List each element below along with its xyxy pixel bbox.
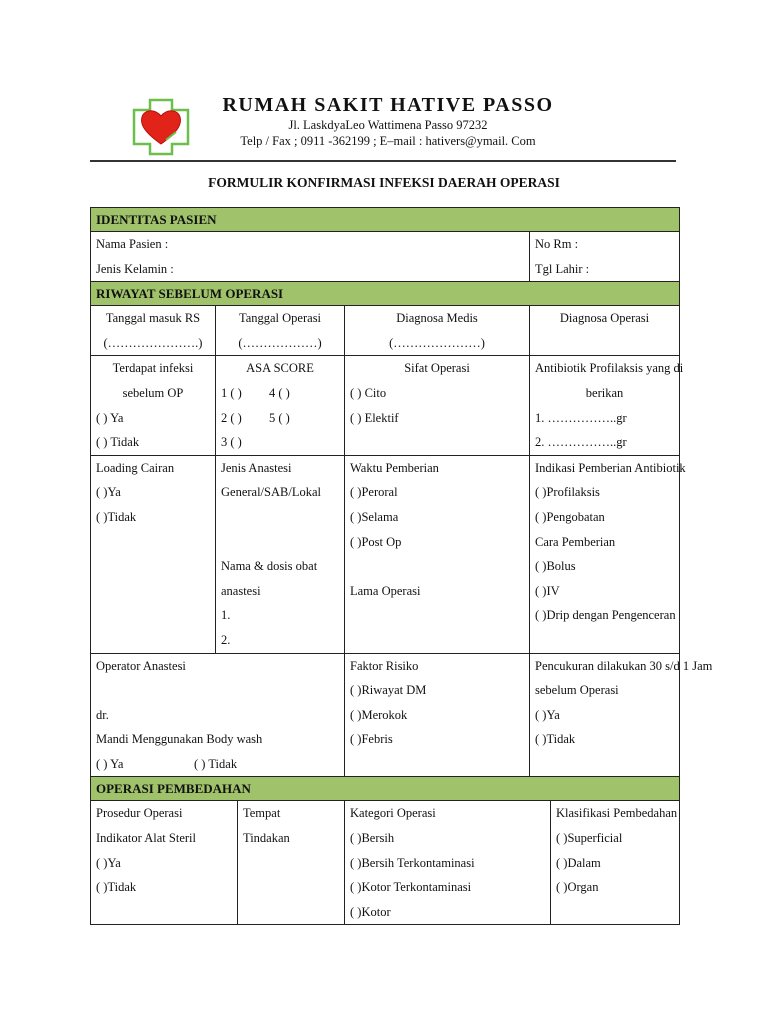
- table-row: [91, 356, 680, 455]
- shaving-yes-checkbox[interactable]: ( )Ya: [535, 707, 560, 722]
- risk-factor-label: Faktor Risiko: [350, 658, 419, 673]
- anesthesia-type-label: Jenis Anastesi: [221, 460, 292, 475]
- fluid-loading-no-checkbox[interactable]: ( )Tidak: [96, 509, 137, 524]
- medical-diagnosis-cell[interactable]: [345, 306, 530, 356]
- procedure-location-label-2: Tindakan: [243, 831, 290, 846]
- antibiotic-dose-2-field[interactable]: 2. ……………..gr: [535, 435, 627, 450]
- dirty-contaminated-checkbox[interactable]: ( )Kotor Terkontaminasi: [350, 880, 472, 895]
- procedure-location-cell[interactable]: [238, 801, 345, 925]
- administration-method-label: Cara Pemberian: [535, 534, 616, 549]
- risk-factor-cell: [345, 653, 530, 777]
- prophylaxis-checkbox[interactable]: ( )Profilaksis: [535, 485, 600, 500]
- hospital-address: Jl. LaskdyaLeo Wattimena Passo 97232: [288, 118, 488, 132]
- asa-2-checkbox[interactable]: 2 ( ): [221, 410, 242, 425]
- antibiotic-indication-cell: [530, 455, 686, 653]
- asa-1-checkbox[interactable]: 1 ( ): [221, 385, 242, 400]
- anesthesia-drug-2-field[interactable]: 2.: [221, 632, 231, 647]
- medical-record-label: No Rm :: [535, 237, 579, 251]
- anesthesia-drug-label-2: anastesi: [221, 583, 261, 598]
- bolus-checkbox[interactable]: ( )Bolus: [535, 559, 576, 574]
- gender-label: Jenis Kelamin :: [96, 261, 174, 276]
- hospital-contact: Telp / Fax ; 0911 -362199 ; E–mail : hativers@ymail. Com: [240, 134, 536, 148]
- operation-category-label: Kategori Operasi: [350, 806, 436, 821]
- operation-diagnosis-cell[interactable]: [530, 306, 680, 356]
- elektif-checkbox[interactable]: ( ) Elektif: [350, 410, 399, 425]
- anesthesia-drug-label: Nama & dosis obat: [221, 559, 318, 574]
- confirmation-form-table: [90, 207, 713, 925]
- post-op-checkbox[interactable]: ( )Post Op: [350, 534, 402, 549]
- asa-score-cell: [216, 356, 345, 455]
- form-title: FORMULIR KONFIRMASI INFEKSI DAERAH OPERASI: [208, 175, 560, 190]
- dirty-checkbox[interactable]: ( )Kotor: [350, 904, 391, 919]
- asa-3-checkbox[interactable]: 3 ( ): [221, 435, 242, 450]
- prior-infection-cell: [91, 356, 216, 455]
- table-row: [91, 232, 680, 282]
- table-row: [91, 306, 680, 356]
- cito-checkbox[interactable]: ( ) Cito: [350, 385, 387, 400]
- table-row: [91, 653, 680, 777]
- surgery-classification-cell: [551, 801, 680, 925]
- header-divider: [90, 160, 676, 162]
- asa-5-checkbox[interactable]: 5 ( ): [269, 410, 290, 425]
- birth-date-label: Tgl Lahir :: [535, 261, 590, 276]
- hospital-name: RUMAH SAKIT HATIVE PASSO: [222, 94, 554, 116]
- medical-diagnosis-label: Diagnosa Medis: [396, 311, 478, 326]
- table-row: [91, 801, 680, 925]
- anesthesia-operator-label: Operator Anastesi: [96, 658, 186, 673]
- section-identitas-pasien: IDENTITAS PASIEN: [91, 208, 680, 232]
- organ-checkbox[interactable]: ( )Organ: [556, 880, 599, 895]
- diabetes-history-checkbox[interactable]: ( )Riwayat DM: [350, 683, 427, 698]
- operation-diagnosis-label: Diagnosa Operasi: [559, 311, 650, 326]
- drip-dilution-checkbox[interactable]: ( )Drip dengan Pengenceran: [535, 608, 676, 623]
- treatment-checkbox[interactable]: ( )Pengobatan: [535, 509, 605, 524]
- anesthesia-operator-cell: [91, 653, 345, 777]
- anesthesia-type-options[interactable]: General/SAB/Lokal: [221, 485, 321, 500]
- clean-contaminated-checkbox[interactable]: ( )Bersih Terkontaminasi: [350, 855, 475, 870]
- antibiotic-indication-label: Indikasi Pemberian Antibiotik: [535, 460, 686, 475]
- prior-infection-no-checkbox[interactable]: ( ) Tidak: [96, 435, 140, 450]
- administration-time-label: Waktu Pemberian: [350, 460, 439, 475]
- asa-score-label: ASA SCORE: [246, 361, 314, 376]
- sterile-indicator-label: Indikator Alat Steril: [96, 831, 196, 846]
- superficial-checkbox[interactable]: ( )Superficial: [556, 831, 623, 846]
- antibiotic-dose-1-field[interactable]: 1. ……………..gr: [535, 410, 627, 425]
- table-row: [91, 455, 680, 653]
- febrile-checkbox[interactable]: ( )Febris: [350, 732, 393, 747]
- smoking-checkbox[interactable]: ( )Merokok: [350, 707, 408, 722]
- administration-time-cell: [345, 455, 530, 653]
- iv-checkbox[interactable]: ( )IV: [535, 583, 560, 598]
- sterile-indicator-no-checkbox[interactable]: ( )Tidak: [96, 880, 137, 895]
- body-wash-no-checkbox[interactable]: ( ) Tidak: [194, 756, 238, 771]
- shaving-cell: [530, 653, 713, 777]
- shaving-no-checkbox[interactable]: ( )Tidak: [535, 732, 576, 747]
- surgery-classification-label: Klasifikasi Pembedahan: [556, 806, 678, 821]
- admission-date-blank: (………………….): [103, 335, 203, 350]
- peroral-checkbox[interactable]: ( )Peroral: [350, 485, 398, 500]
- operation-date-cell[interactable]: [216, 306, 345, 356]
- asa-4-checkbox[interactable]: 4 ( ): [269, 385, 290, 400]
- procedure-location-label: Tempat: [243, 806, 281, 821]
- prophylactic-antibiotic-label: Antibiotik Profilaksis yang di: [535, 361, 684, 376]
- operation-date-blank: (………………): [238, 335, 322, 350]
- operation-nature-cell: [345, 356, 530, 455]
- procedure-cell: [91, 801, 238, 925]
- prior-infection-label-2: sebelum OP: [122, 385, 184, 400]
- section-riwayat-sebelum-operasi: RIWAYAT SEBELUM OPERASI: [91, 282, 680, 306]
- hospital-heart-logo-icon: [130, 98, 192, 156]
- shaving-label: Pencukuran dilakukan 30 s/d 1 Jam: [535, 658, 713, 673]
- shaving-label-2: sebelum Operasi: [535, 683, 619, 698]
- clean-checkbox[interactable]: ( )Bersih: [350, 831, 395, 846]
- anesthesia-operator-field[interactable]: dr.: [96, 707, 109, 722]
- operation-duration-label: Lama Operasi: [350, 583, 421, 598]
- prior-infection-label: Terdapat infeksi: [112, 361, 194, 376]
- letterhead: [0, 0, 768, 170]
- medical-diagnosis-blank: (…………………): [389, 335, 485, 350]
- fluid-loading-cell: [91, 455, 216, 653]
- patient-name-field[interactable]: [91, 232, 530, 282]
- fluid-loading-yes-checkbox[interactable]: ( )Ya: [96, 485, 121, 500]
- medical-record-field[interactable]: [530, 232, 680, 282]
- anesthesia-type-cell: [216, 455, 345, 653]
- admission-date-label: Tanggal masuk RS: [105, 311, 201, 326]
- operation-date-label: Tanggal Operasi: [238, 311, 322, 326]
- procedure-label: Prosedur Operasi: [96, 806, 183, 821]
- anesthesia-drug-1-field[interactable]: 1.: [221, 608, 231, 623]
- body-wash-yes-checkbox[interactable]: ( ) Ya: [96, 756, 124, 771]
- prophylactic-antibiotic-label-2: berikan: [585, 385, 624, 400]
- deep-checkbox[interactable]: ( )Dalam: [556, 855, 601, 870]
- patient-name-label: Nama Pasien :: [96, 237, 169, 251]
- during-checkbox[interactable]: ( )Selama: [350, 509, 399, 524]
- prophylactic-antibiotic-cell: [530, 356, 684, 455]
- fluid-loading-label: Loading Cairan: [96, 460, 175, 475]
- sterile-indicator-yes-checkbox[interactable]: ( )Ya: [96, 855, 121, 870]
- body-wash-label: Mandi Menggunakan Body wash: [96, 732, 263, 747]
- operation-nature-label: Sifat Operasi: [404, 361, 470, 376]
- admission-date-cell[interactable]: [91, 306, 216, 356]
- section-operasi-pembedahan: OPERASI PEMBEDAHAN: [91, 777, 680, 801]
- operation-category-cell: [345, 801, 551, 925]
- prior-infection-yes-checkbox[interactable]: ( ) Ya: [96, 410, 124, 425]
